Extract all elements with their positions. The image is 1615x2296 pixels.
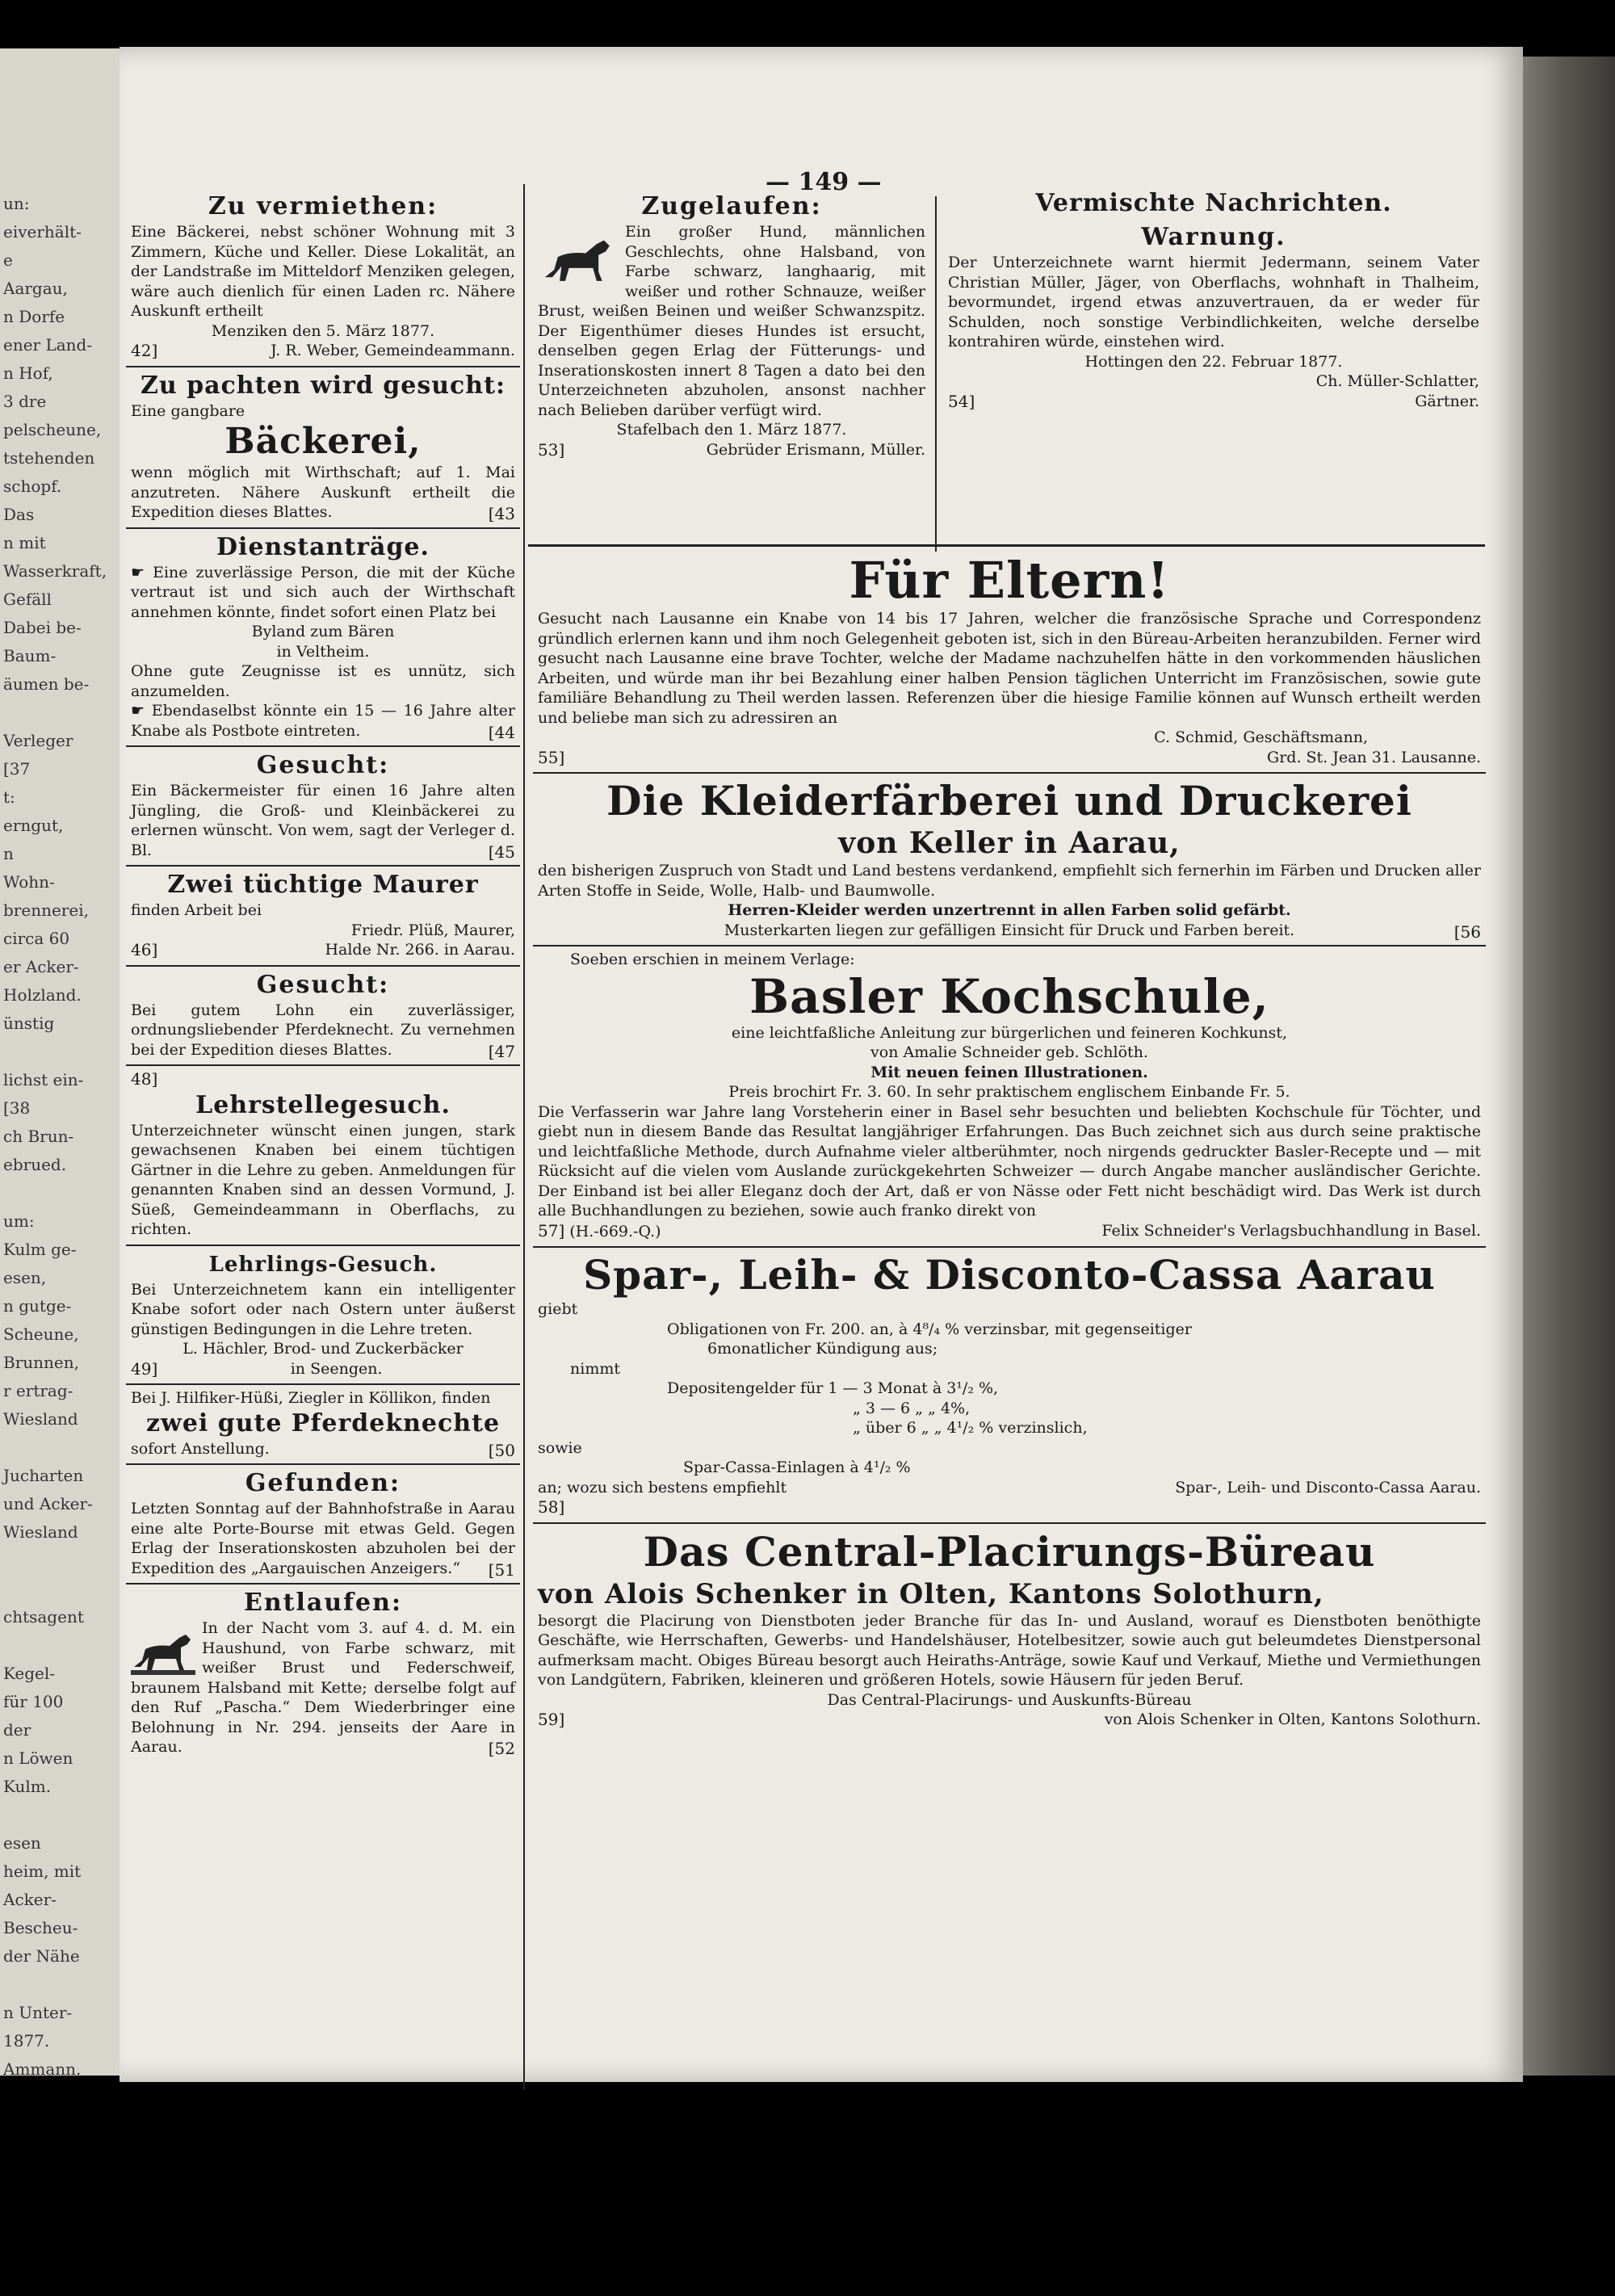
left-page-text: der <box>3 1720 31 1740</box>
ad-signature: C. Schmid, Geschäftsmann, <box>1154 728 1368 746</box>
ad-text: Bei J. Hilfiker-Hüßi, Ziegler in Köllikon, finden <box>131 1389 491 1407</box>
column-right-top <box>943 188 1484 416</box>
left-page-text: Das <box>3 505 35 524</box>
ad-text: den bisherigen Zuspruch von Stadt und Land bestens verdankend, empfiehlt sich fernerhin im Färben und Drucken aller Arten Stoffe in Seide, Wolle, Halb- und Baumwolle. <box>538 862 1481 900</box>
ad-signature: Das Central-Placirungs- und Auskunfts-Büreau <box>827 1690 1192 1709</box>
ad-number: 55] <box>538 747 565 767</box>
left-page-text: Jucharten <box>3 1466 84 1485</box>
ad-45 <box>126 747 520 867</box>
left-page-text: n gutge- <box>3 1296 72 1316</box>
ad-signature-line <box>538 748 1481 768</box>
left-page-text: 1877. <box>3 2031 50 2050</box>
ad-title: Dienstanträge. <box>216 532 430 561</box>
left-page-text: e <box>3 250 13 270</box>
ad-text: ☛ Ebendaselbst könnte ein 15 — 16 Jahre alter Knabe als Postbote eintreten. <box>131 702 515 740</box>
ad-subtitle: von Amalie Schneider geb. Schlöth. <box>870 1043 1148 1061</box>
left-page-text: Holzland. <box>3 985 82 1005</box>
ad-title: Zu pachten wird gesucht: <box>140 371 506 400</box>
ad-signature-line <box>538 440 925 460</box>
left-page-text: n Hof, <box>3 363 53 383</box>
ad-text: Bei Unterzeichnetem kann ein intelligenter Knabe sofort oder nach Ostern unter äußerst günstigen Bedingungen in die Lehre treten. <box>131 1280 515 1338</box>
ad-text: sofort Anstellung. <box>131 1439 270 1458</box>
page-number: — 149 — <box>766 168 882 196</box>
ad-number: [45 <box>488 842 515 862</box>
ad-44 <box>126 529 520 748</box>
ad-title: Basler Kochschule, <box>749 968 1269 1024</box>
ad-signature: L. Hächler, Brod- und Zuckerbäcker <box>182 1340 464 1358</box>
section-rule <box>528 544 1485 547</box>
ad-title: Für Eltern! <box>849 551 1170 610</box>
ad-46 <box>126 867 520 967</box>
left-page-text: tstehenden <box>3 448 95 468</box>
ad-54 <box>943 219 1484 416</box>
ad-signature: Grd. St. Jean 31. Lausanne. <box>1267 748 1481 766</box>
ad-number: 53] <box>538 439 565 460</box>
ad-number: 59] <box>538 1710 565 1729</box>
ad-text: Die Verfasserin war Jahre lang Vorsteherin einer in Basel sehr besuchten und beliebten Kochschule für Töchter, und giebt nun in diesem Bande das Resultat langjähriger Erfahrungen. Das Buch zeichnet sich aus durch seine praktische und leichtfaßliche Methode, durch Aufnahme vieler altberühmter, noch nirgends gedruckter Basler-Recepte und — mit Rücksicht auf die vielen vom Auslande zurückgekehrten Schweizer — durch Angabe mancher ausländischer Gerichte. Der Einband ist bei aller Eleganz doch der Art, daß er von Nässe oder Fett nicht beschädigt wird. Das Werk ist durch alle Buchhandlungen zu beziehen, sowie auch franko direkt von <box>538 1102 1481 1219</box>
ad-number: [50 <box>488 1440 515 1460</box>
left-page-text: Baum- <box>3 646 57 665</box>
ad-title: Das Central-Placirungs-Büreau <box>643 1527 1376 1576</box>
ad-signature: Gärtner. <box>1415 392 1479 410</box>
ad-text: Unterzeichneter wünscht einen jungen, stark gewachsenen Knaben bei einem tüchtigen Gärtner in die Lehre zu geben. Anmeldungen für genannten Knaben sind an dessen Vormund, J. Süeß, Gemeindeammann in Oberflachs, zu richten. <box>131 1121 515 1238</box>
left-page-text: Kulm ge- <box>3 1240 77 1259</box>
ad-42 <box>126 188 520 367</box>
ad-text: Ein Bäckermeister für einen 16 Jahre alten Jüngling, die Groß- und Kleinbäckerei zu erlernen wünscht. Von wem, sagt der Verleger d. Bl. <box>131 782 515 859</box>
left-page-text: eiverhält- <box>3 222 82 241</box>
ad-58 <box>533 1248 1486 1524</box>
ad-row: Spar-Cassa-Einlagen à 4¹/₂ % <box>683 1459 911 1476</box>
ad-signature: J. R. Weber, Gemeindeammann. <box>271 342 515 359</box>
ad-text: wenn möglich mit Wirthschaft; auf 1. Mai anzutreten. Nähere Auskunft ertheilt die Expedition dieses Blattes. <box>131 464 515 521</box>
ad-signature: Friedr. Plüß, Maurer, <box>350 921 515 939</box>
ad-row: giebt <box>538 1300 578 1318</box>
ad-number: 42] <box>131 341 158 360</box>
ad-signature-line <box>131 1359 515 1379</box>
left-page-text: Kegel- <box>3 1664 56 1683</box>
ad-title: Spar-, Leih- & Disconto-Cassa Aarau <box>583 1251 1436 1299</box>
ad-signature: Felix Schneider's Verlagsbuchhandlung in Basel. <box>1101 1221 1481 1240</box>
ad-57 <box>533 947 1486 1248</box>
left-page-text: Wasserkraft, <box>3 561 107 581</box>
left-page-text: Verleger <box>3 731 73 750</box>
ad-signature: Halde Nr. 266. in Aarau. <box>325 941 515 959</box>
ad-signature: Hottingen den 22. Februar 1877. <box>1084 352 1343 371</box>
ad-reference: (H.-669.-Q.) <box>569 1222 661 1240</box>
left-page-text: ch Brun- <box>3 1127 74 1146</box>
left-page-text: Scheune, <box>3 1324 79 1344</box>
ad-row: „ 3 — 6 „ „ 4%, <box>853 1399 971 1417</box>
ad-signature: in Veltheim. <box>276 642 370 661</box>
ad-43 <box>126 367 520 529</box>
ad-number: [56 <box>1454 921 1481 942</box>
ad-51 <box>126 1465 520 1585</box>
left-page-text: pelscheune, <box>3 420 102 439</box>
ad-signature: Ch. Müller-Schlatter, <box>1315 372 1479 390</box>
column-rule <box>523 184 525 2090</box>
ad-title: Gefunden: <box>245 1469 401 1497</box>
left-page-text: Gefäll <box>3 590 52 609</box>
ad-signature: von Alois Schenker in Olten, Kantons Solothurn. <box>1104 1710 1481 1728</box>
ad-subtitle: von Keller in Aarau, <box>838 826 1181 860</box>
left-page-text: esen <box>3 1833 41 1853</box>
left-page-text: äumen be- <box>3 674 90 694</box>
left-page-text: und Acker- <box>3 1494 93 1513</box>
left-page-text: [37 <box>3 759 31 779</box>
left-page-text: Ammann. <box>3 2059 82 2076</box>
ad-title: zwei gute Pferdeknechte <box>145 1408 501 1438</box>
left-page-text: er Acker- <box>3 957 79 976</box>
section-heading: Vermischte Nachrichten. <box>1035 189 1392 217</box>
left-page-text: [38 <box>3 1098 31 1118</box>
column-wide <box>533 549 1486 1735</box>
left-page-fragment <box>0 48 124 2076</box>
ad-title: Lehrstellegesuch. <box>195 1090 451 1119</box>
ad-49 <box>126 1246 520 1386</box>
left-page-text: Brunnen, <box>3 1353 79 1372</box>
ad-signature-line <box>538 1221 1481 1242</box>
ad-number: 49] <box>131 1358 158 1379</box>
left-page-text: circa 60 <box>3 929 70 948</box>
left-page-text: lichst ein- <box>3 1070 84 1089</box>
ad-number: 57] <box>538 1220 565 1240</box>
ad-title: Zugelaufen: <box>641 192 822 220</box>
ad-title: Warnung. <box>1141 223 1286 251</box>
left-page-text: der Nähe <box>3 1946 80 1966</box>
dog-icon <box>538 224 619 288</box>
ad-text: Der Unterzeichnete warnt hiermit Jedermann, seinem Vater Christian Müller, Jäger, von Oberflachs, wohnhaft in Thalheim, bevormundet, irgend etwas anzuvertrauen, da er weder für Schulden, noch sonstige Verbindlichkeiten, welche derselbe kontrahiren würde, einstehen wird. <box>948 254 1479 350</box>
ad-text: Eine Bäckerei, nebst schöner Wohnung mit 3 Zimmern, Küche und Keller. Diese Lokalität, an der Landstraße im Mitteldorf Menziken gelegen, wäre auch dienlich für einen Laden rc. Nähere Auskunft ertheilt <box>131 223 515 320</box>
column-left <box>126 188 520 1762</box>
left-page-text: Dabei be- <box>3 618 82 637</box>
ad-signature: Byland zum Bären <box>251 623 395 640</box>
ad-text: Eine gangbare <box>131 401 245 420</box>
ad-title-line <box>131 1069 515 1090</box>
ad-row: Depositengelder für 1 — 3 Monat à 3¹/₂ %, <box>667 1379 999 1397</box>
ad-row: 6monatlicher Kündigung aus; <box>707 1340 938 1358</box>
ad-text-bold: Herren-Kleider werden unzertrennt in allen Farben solid gefärbt. <box>728 901 1291 919</box>
ad-number: [43 <box>488 504 515 523</box>
ad-row: Obligationen von Fr. 200. an, à 4⁸/₄ % verzinsbar, mit gegenseitiger <box>667 1320 1192 1338</box>
ad-48 <box>126 1066 520 1246</box>
ad-title: Gesucht: <box>256 751 390 779</box>
ad-signature-line <box>131 341 515 361</box>
left-page-text: esen, <box>3 1268 47 1287</box>
ad-signature: Spar-, Leih- und Disconto-Cassa Aarau. <box>1175 1478 1481 1496</box>
ad-headline: Bäckerei, <box>224 421 422 462</box>
ad-row: nimmt <box>570 1359 620 1378</box>
ad-text: In der Nacht vom 3. auf 4. d. M. ein Haushund, von Farbe schwarz, mit weißer Brust und Federschweif, braunem Halsband mit Kette; derselbe folgt auf den Ruf „Pascha.“ Dem Wiederbringer eine Belohnung in Nr. 294. jenseits der Aare in Aarau. <box>131 1619 515 1756</box>
ad-56 <box>533 774 1486 947</box>
ad-number: [52 <box>488 1739 515 1758</box>
column-rule <box>935 196 937 552</box>
left-page-text: chtsagent <box>3 1607 84 1627</box>
ad-subtitle: eine leichtfaßliche Anleitung zur bürgerlichen und feineren Kochkunst, <box>731 1023 1288 1042</box>
ad-title: Lehrlings-Gesuch. <box>208 1252 438 1277</box>
ad-number: [47 <box>488 1041 515 1061</box>
pointing-hand-icon: ☛ <box>131 563 153 581</box>
ad-price: Preis brochirt Fr. 3. 60. In sehr praktischem englischem Einbande Fr. 5. <box>728 1083 1290 1101</box>
ad-row: sowie <box>538 1438 582 1457</box>
ad-title: Zwei tüchtige Maurer <box>167 871 479 899</box>
ad-row: an; wozu sich bestens empfiehlt Spar-, Leih- und Disconto-Cassa Aarau. <box>538 1478 1481 1496</box>
book-edge <box>1523 57 1615 2076</box>
ad-number: 54] <box>948 391 975 411</box>
left-page-text: für 100 <box>3 1692 64 1711</box>
left-page-text: brennerei, <box>3 900 89 920</box>
left-page-text: Wohn- <box>3 872 55 892</box>
ad-number: [44 <box>488 722 515 742</box>
ad-title: Entlaufen: <box>243 1589 403 1617</box>
left-page-text: heim, mit <box>3 1862 82 1881</box>
ad-signature-line <box>131 940 515 960</box>
ad-47 <box>126 967 520 1067</box>
ad-text: Letzten Sonntag auf der Bahnhofstraße in Aarau eine alte Porte-Bourse mit etwas Geld. Gegen Erlag der Inserationskosten abzuholen bei der Expedition des „Aargauischen Anzeigers.“ <box>131 1500 515 1577</box>
ad-subtitle: Mit neuen feinen Illustrationen. <box>870 1063 1148 1081</box>
ad-text: Musterkarten liegen zur gefälligen Einsicht für Druck und Farben bereit. <box>724 921 1295 939</box>
ad-title: Die Kleiderfärberei und Druckerei <box>606 777 1412 825</box>
ad-59 <box>533 1524 1486 1735</box>
left-page-text: ünstig <box>3 1014 55 1033</box>
ad-number: 46] <box>131 940 158 959</box>
left-page-text: Kulm. <box>3 1777 52 1796</box>
ad-52 <box>126 1585 520 1762</box>
left-page-text: un: <box>3 194 30 213</box>
left-page-text: Aargau, <box>3 279 68 298</box>
ad-text: Ein großer Hund, männlichen Geschlechts, ohne Halsband, von Farbe schwarz, langhaarig, mit weißer und rother Schnauze, weißer Brust, weißen Beinen und weißer Schwanzspitz. Der Eigenthümer dieses Hundes ist ersucht, denselben gegen Erlag der Fütterungs- und Inserationskosten innert 8 Tagen a dato bei den Unterzeichneten abzuholen, ansonst nachher nach Belieben darüber verfügt wird. <box>538 223 925 419</box>
ad-number: 58] <box>538 1497 565 1517</box>
ad-text: ☛ Eine zuverlässige Person, die mit der Küche vertraut ist und sich auch der Wirthschaft annehmen könnte, findet sofort einen Platz bei <box>131 563 515 621</box>
ad-number: 48] <box>131 1069 158 1089</box>
ad-55 <box>533 549 1486 774</box>
ad-text: Bei gutem Lohn ein zuverlässiger, ordnungsliebender Pferdeknecht. Zu vernehmen bei der Expedition dieses Blattes. <box>131 1001 515 1059</box>
column-middle-top <box>533 188 930 464</box>
left-page-text: ener Land- <box>3 335 93 355</box>
left-page-text: n <box>3 844 14 863</box>
ad-signature-line <box>948 392 1479 412</box>
ad-intro: Soeben erschien in meinem Verlage: <box>570 951 855 968</box>
left-page-text: n Löwen <box>3 1748 73 1768</box>
ad-signature: Gebrüder Erismann, Müller. <box>706 440 925 459</box>
ad-50 <box>126 1385 520 1465</box>
left-page-text: 3 dre <box>3 392 47 411</box>
ad-signature-line <box>538 1710 1481 1730</box>
left-page-text: r ertrag- <box>3 1381 73 1400</box>
left-page-text: Wiesland <box>3 1522 78 1542</box>
ad-signature: in Seengen. <box>290 1359 383 1378</box>
ad-signature: Stafelbach den 1. März 1877. <box>616 421 847 439</box>
left-page-text: Bescheu- <box>3 1918 78 1937</box>
ad-row: „ über 6 „ „ 4¹/₂ % verzinslich, <box>853 1419 1088 1437</box>
left-page-text: Acker- <box>3 1890 57 1909</box>
ad-title: Zu vermiethen: <box>208 192 438 220</box>
ad-number: [51 <box>488 1559 515 1580</box>
left-page-text: n Unter- <box>3 2003 73 2022</box>
left-page-text: n Dorfe <box>3 307 65 326</box>
left-page-text: um: <box>3 1211 35 1231</box>
left-page-text: erngut, <box>3 816 64 835</box>
ad-title: Gesucht: <box>256 970 390 999</box>
ad-text: Gesucht nach Lausanne ein Knabe von 14 bis 17 Jahren, welcher die französische Sprache und Correspondenz gründlich erlernen kann und ihm noch Gelegenheit geboten ist, sich in den Büreau-Arbeiten heranzubilden. Ferner wird gesucht nach Lausanne eine brave Tochter, welche der Madame nachzuhelfen hätte in den vorkommenden häuslichen Arbeiten, und würde man ihr bei Bezahlung einer halben Pension täglichen Unterricht im Französischen, sowie gute familiäre Behandlung zu Theil werden lassen. Referenzen über die hiesige Familie können auf Wunsch ertheilt werden und beliebe man sich zu adressiren an <box>538 610 1481 727</box>
pointing-hand-icon: ☛ <box>131 702 152 720</box>
ad-signature: Menziken den 5. März 1877. <box>211 321 435 340</box>
ad-53 <box>533 188 930 464</box>
dog-icon <box>131 1620 195 1677</box>
left-page-text: Wiesland <box>3 1409 78 1429</box>
newspaper-page <box>120 47 1523 2082</box>
ad-subtitle: von Alois Schenker in Olten, Kantons Solothurn, <box>538 1577 1324 1610</box>
left-page-text: ebrued. <box>3 1155 67 1174</box>
left-page-text: n mit <box>3 533 46 552</box>
left-page-text: schopf. <box>3 476 62 496</box>
ad-text: finden Arbeit bei <box>131 901 262 919</box>
ad-text: besorgt die Placirung von Dienstboten jeder Branche für das In- und Ausland, worauf es Dienstboten benöthigte Geschäfte, wie Herrschaften, Gewerbs- und Handelshäuser, Hotelbesitzer, sowie auch gut beleumdetes Dienstpersonal aufmerksam macht. Obiges Büreau besorgt auch Heiraths-Anträge, sowie Kauf und Verkauf, Miethe und Vermiethungen von Landgütern, Fabriken, kleineren und größeren Hotels, sowie Häusern für jeden Beruf. <box>538 1611 1481 1689</box>
ad-text: Ohne gute Zeugnisse ist es unnütz, sich anzumelden. <box>131 662 515 700</box>
left-page-text: t: <box>3 787 15 807</box>
